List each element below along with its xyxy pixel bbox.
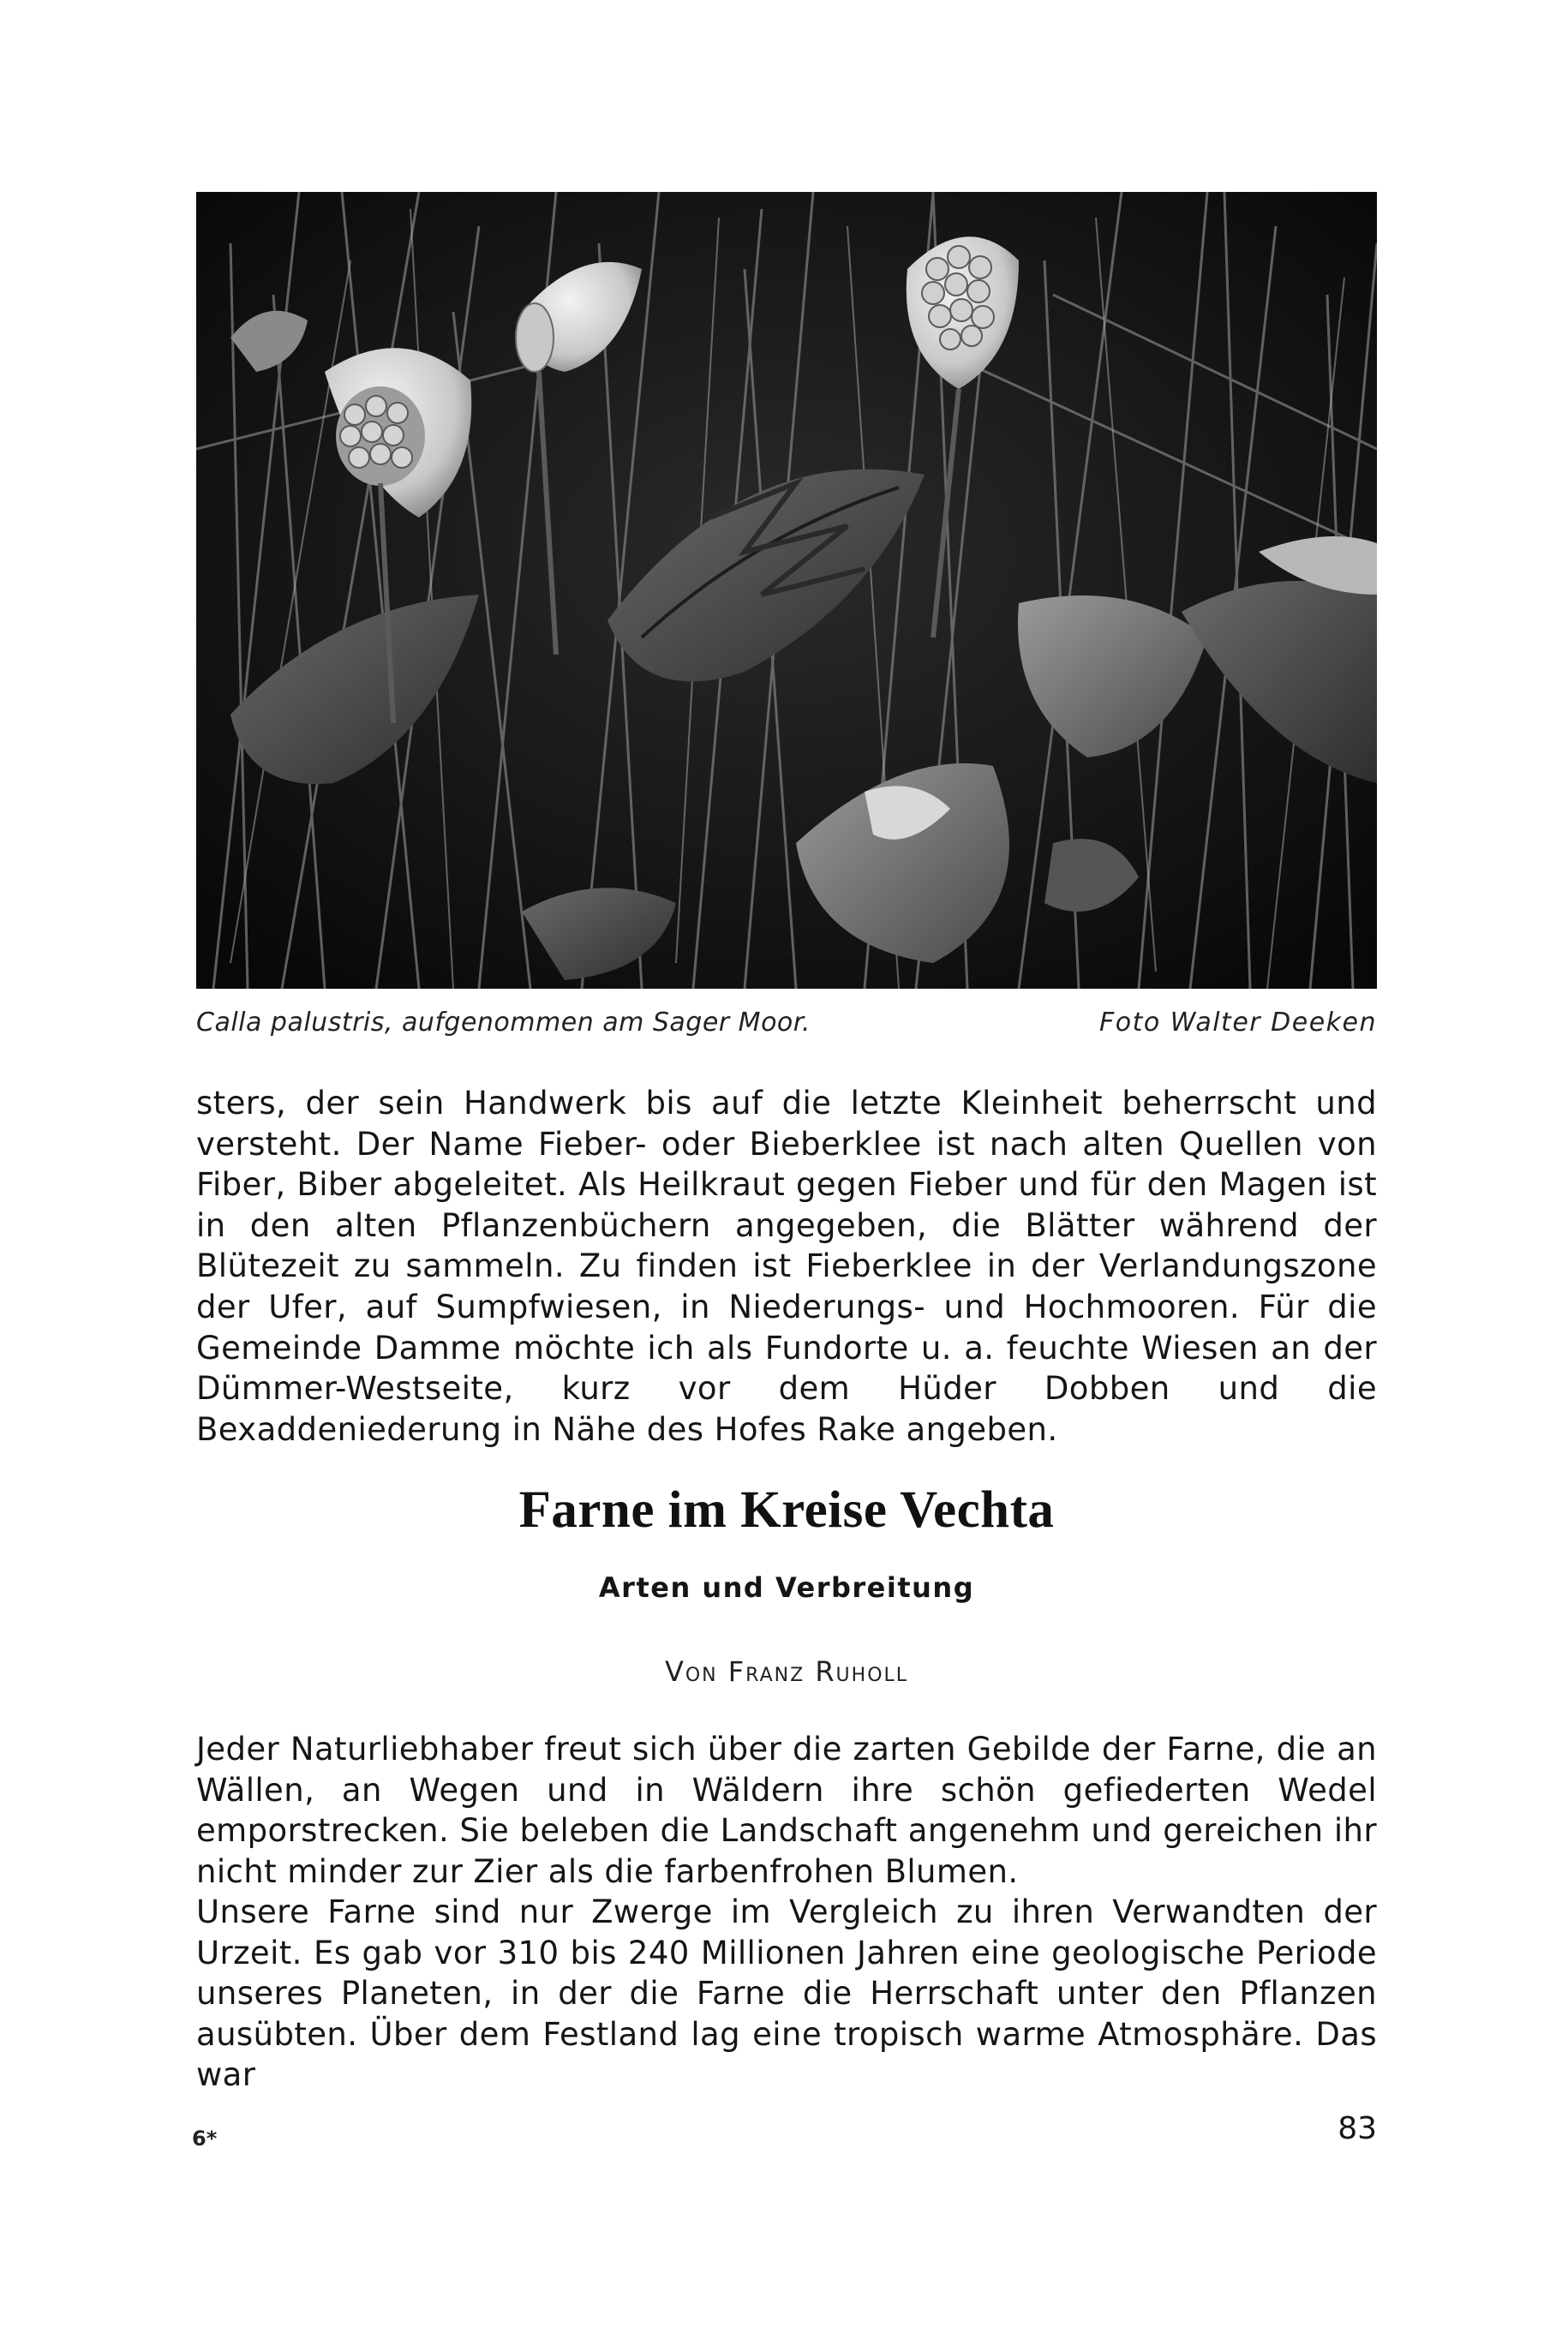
calla-palustris-photo <box>196 192 1377 989</box>
printer-signature: 6* <box>192 2127 218 2151</box>
continued-paragraph: sters, der sein Handwerk bis auf die letzte Kleinheit beherrscht und versteht. Der Name Fieber- oder Bieberklee ist nach alten Quellen von Fiber, Biber abgeleitet. Als Heilkraut gegen Fieber und für den Magen ist in den alten Pflanzenbüchern angegeben, die Blätter während der Blütezeit zu sammeln. Zu finden ist Fieberklee in der Verlandungszone der Ufer, auf Sumpfwiesen, in Niederungs- und Hochmooren. Für die Gemeinde Damme möchte ich als Fundorte u. a. feuchte Wiesen an der Dümmer-Westseite, kurz vor dem Hüder Dobben und die Bexaddeniederung in Nähe des Hofes Rake angeben. <box>196 1085 1377 1448</box>
article-paragraph: Unsere Farne sind nur Zwerge im Vergleich zu ihren Verwandten der Urzeit. Es gab vor 310 bis 240 Millionen Jahren eine geologische Periode unseres Planeten, in der die Farne die Herrschaft unter den Pflanzen ausübten. Über dem Festland lag eine tropisch warme Atmosphäre. Das war <box>196 1893 1377 2094</box>
page-number: 83 <box>1338 2111 1377 2146</box>
article-subtitle: Arten und Verbreitung <box>598 1571 975 1604</box>
figure-caption: Calla palustris, aufgenommen am Sager Moor. <box>196 1008 811 1038</box>
article-author: Von Franz Ruholl <box>664 1655 909 1688</box>
article-title: Farne im Kreise Vechta <box>518 1481 1055 1539</box>
photo-credit: Foto Walter Deeken <box>1099 1008 1377 1038</box>
article-paragraph: Jeder Naturliebhaber freut sich über die zarten Gebilde der Farne, die an Wällen, an Wegen und in Wäldern ihre schön gefiederten Wedel emporstrecken. Sie beleben die Landschaft angenehm und gereichen ihr nicht minder zur Zier als die farbenfrohen Blumen. <box>196 1731 1377 1890</box>
